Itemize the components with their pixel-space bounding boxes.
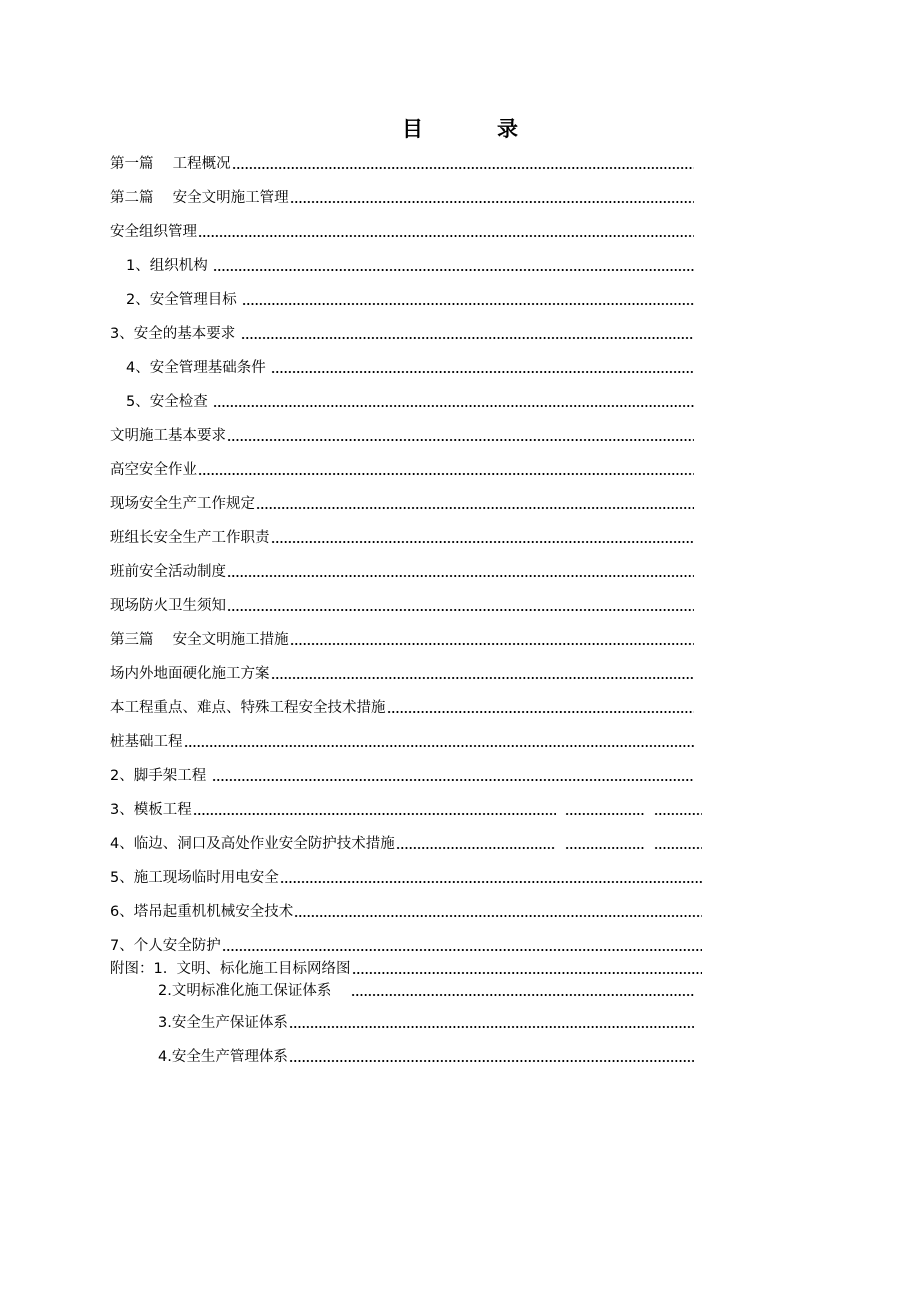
leader-dots bbox=[271, 664, 695, 684]
leader-dots bbox=[213, 256, 694, 276]
toc-entry[interactable]: 1、组织机构 bbox=[126, 256, 694, 276]
leader-dots bbox=[387, 698, 695, 718]
toc-entry[interactable]: 7、个人安全防护 bbox=[110, 936, 702, 956]
toc-entry[interactable]: 第二篇 安全文明施工管理 bbox=[110, 188, 694, 208]
leader-dots bbox=[232, 154, 694, 174]
leader-dots bbox=[294, 902, 702, 922]
leader-dots bbox=[212, 766, 694, 786]
toc-title-right: 录 bbox=[497, 117, 518, 141]
toc-entry[interactable]: 3、安全的基本要求 bbox=[110, 324, 694, 344]
leader-dots bbox=[565, 834, 645, 854]
toc-entry[interactable]: 2、脚手架工程 bbox=[110, 766, 694, 786]
leader-dots bbox=[290, 630, 694, 650]
leader-dots bbox=[222, 936, 702, 956]
leader-dots bbox=[198, 460, 694, 480]
toc-entry[interactable]: 安全组织管理 bbox=[110, 222, 694, 242]
toc-entry[interactable]: 2.文明标准化施工保证体系 bbox=[158, 981, 694, 1001]
toc-entry[interactable]: 5、安全检查 bbox=[126, 392, 694, 412]
leader-dots bbox=[271, 358, 694, 378]
leader-dots bbox=[565, 800, 645, 820]
toc-entry[interactable]: 第三篇 安全文明施工措施 bbox=[110, 630, 694, 650]
toc-entry[interactable]: 现场安全生产工作规定 bbox=[110, 494, 694, 514]
toc-entry[interactable]: 附图：1. 文明、标化施工目标网络图 bbox=[110, 959, 702, 979]
toc-title bbox=[0, 113, 920, 143]
leader-dots bbox=[351, 981, 694, 1001]
leader-dots bbox=[654, 834, 702, 854]
toc-entry[interactable]: 班组长安全生产工作职责 bbox=[110, 528, 694, 548]
leader-dots bbox=[227, 426, 694, 446]
toc-entry[interactable]: 5、施工现场临时用电安全 bbox=[110, 868, 702, 888]
leader-dots bbox=[290, 188, 694, 208]
toc-entry[interactable]: 4、临边、洞口及高处作业安全防护技术措施 bbox=[110, 834, 556, 854]
leader-dots bbox=[198, 222, 694, 242]
leader-dots bbox=[227, 596, 694, 616]
toc-entry[interactable]: 4.安全生产管理体系 bbox=[158, 1047, 694, 1067]
leader-dots bbox=[256, 494, 694, 514]
toc-entry[interactable]: 3、模板工程 bbox=[110, 800, 556, 820]
leader-dots bbox=[352, 959, 702, 979]
toc-entry[interactable]: 高空安全作业 bbox=[110, 460, 694, 480]
toc-entry[interactable]: 文明施工基本要求 bbox=[110, 426, 694, 446]
leader-dots bbox=[271, 528, 695, 548]
leader-dots bbox=[227, 562, 694, 582]
leader-dots bbox=[280, 868, 702, 888]
toc-entry[interactable]: 桩基础工程 bbox=[110, 732, 694, 752]
toc-entry[interactable]: 班前安全活动制度 bbox=[110, 562, 694, 582]
toc-entry[interactable]: 4、安全管理基础条件 bbox=[126, 358, 694, 378]
leader-dots bbox=[241, 324, 694, 344]
leader-dots bbox=[193, 800, 556, 820]
toc-entry[interactable]: 本工程重点、难点、特殊工程安全技术措施 bbox=[110, 698, 694, 718]
toc-entry[interactable]: 2、安全管理目标 bbox=[126, 290, 694, 310]
leader-dots bbox=[213, 392, 694, 412]
toc-entry[interactable]: 3.安全生产保证体系 bbox=[158, 1013, 694, 1033]
leader-dots bbox=[654, 800, 702, 820]
leader-dots bbox=[289, 1047, 694, 1067]
toc-title-left: 目 bbox=[402, 117, 423, 141]
toc-entry[interactable]: 现场防火卫生须知 bbox=[110, 596, 694, 616]
leader-dots bbox=[396, 834, 556, 854]
toc-entry[interactable]: 第一篇 工程概况 bbox=[110, 154, 694, 174]
toc-entry[interactable]: 6、塔吊起重机机械安全技术 bbox=[110, 902, 702, 922]
toc-entry[interactable]: 场内外地面硬化施工方案 bbox=[110, 664, 694, 684]
leader-dots bbox=[242, 290, 694, 310]
leader-dots bbox=[184, 732, 695, 752]
leader-dots bbox=[289, 1013, 694, 1033]
